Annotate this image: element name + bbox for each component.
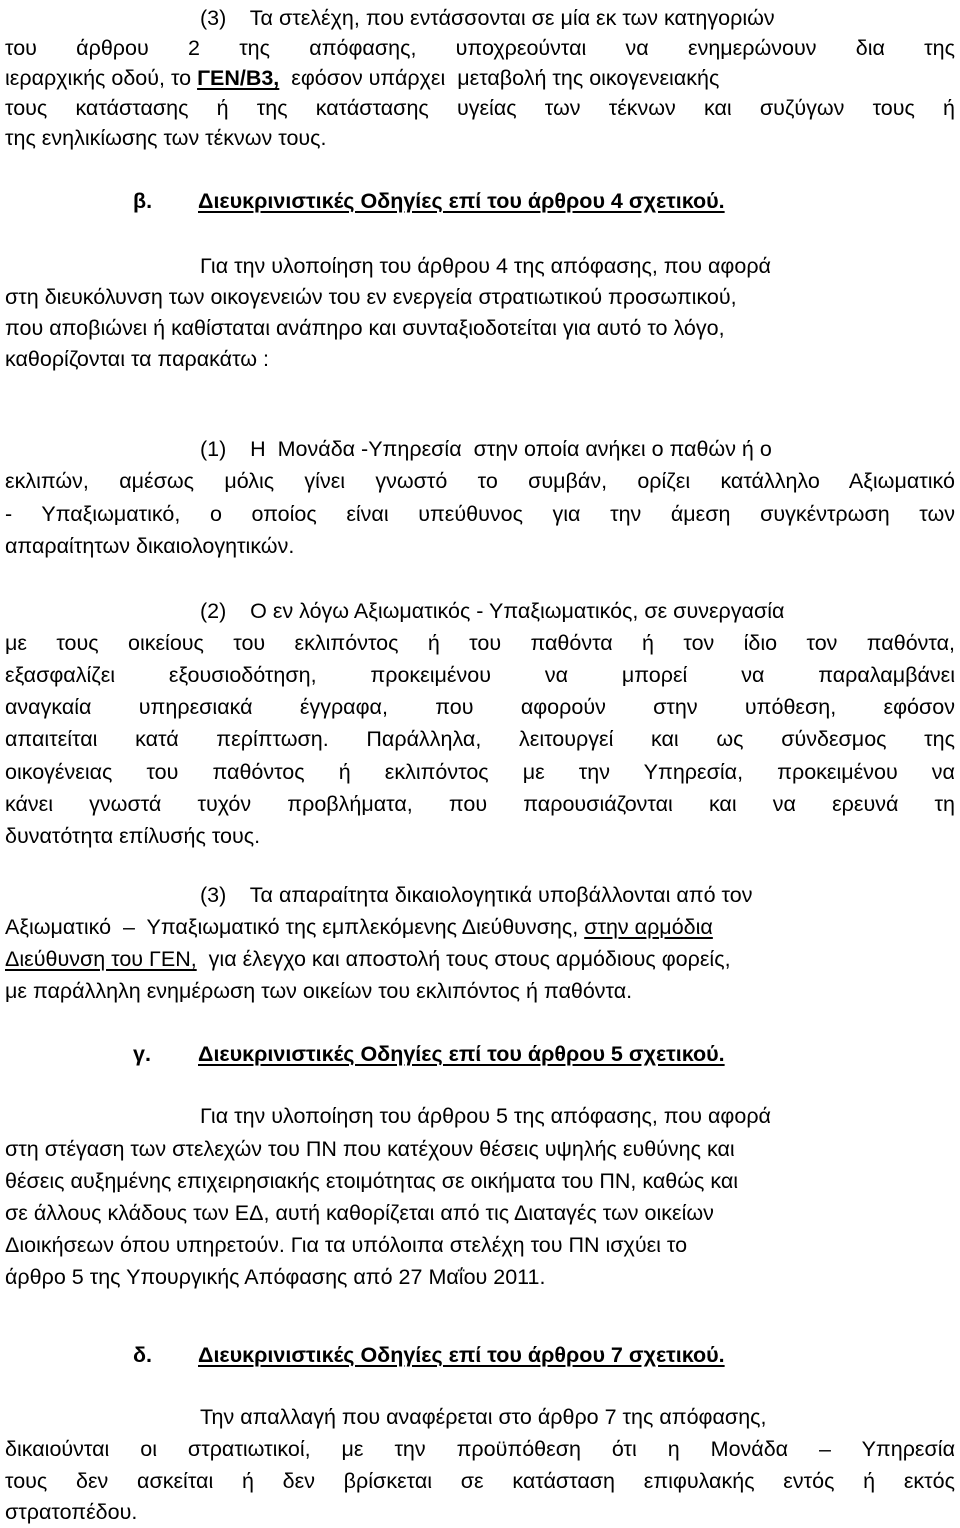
gen-directorate-reference-part-2: Διεύθυνση του ΓΕΝ, <box>5 947 197 971</box>
intro-line-4: τους κατάστασης ή της κατάστασης υγείας των τέκνων και συζύγων τους ή <box>5 96 955 120</box>
section-d-p1-line-4: στρατοπέδου. <box>5 1500 138 1524</box>
section-b-p1-line-2: στη διευκόλυνση των οικογενειών του εν ενεργεία στρατιωτικού προσωπικού, <box>5 285 737 309</box>
section-b-p1-line-3: που αποβιώνει ή καθίσταται ανάπηρο και συνταξιοδοτείται για αυτό το λόγο, <box>5 316 725 340</box>
intro-line-1: (3) Τα στελέχη, που εντάσσονται σε μία εκ των κατηγοριών <box>200 6 775 30</box>
item2-line-8: δυνατότητα επίλυσής τους. <box>5 824 261 848</box>
item3-line-2-text: Αξιωματικό – Υπαξιωματικό της εμπλεκόμενης Διεύθυνσης, <box>5 915 585 939</box>
section-d-letter: δ. <box>133 1343 153 1367</box>
item1-line-4: απαραίτητων δικαιολογητικών. <box>5 534 295 558</box>
gen-directorate-reference-part-1: στην αρμόδια <box>584 915 713 939</box>
intro-line-3-text-b: εφόσον υπάρχει μεταβολή της οικογενειακής <box>279 66 720 90</box>
section-c-p1-line-1: Για την υλοποίηση του άρθρου 5 της απόφασης, που αφορά <box>200 1104 771 1128</box>
item3-line-1: (3) Τα απαραίτητα δικαιολογητικά υποβάλλονται από τον <box>200 883 753 907</box>
section-c-title: Διευκρινιστικές Οδηγίες επί του άρθρου 5 σχετικού. <box>198 1042 725 1066</box>
item3-line-3 <box>5 944 955 974</box>
item1-line-2: εκλιπών, αμέσως μόλις γίνει γνωστό το συμβάν, ορίζει κατάλληλο Αξιωματικό <box>5 469 955 493</box>
item2-line-6: οικογένειας του παθόντος ή εκλιπόντος με την Υπηρεσία, προκειμένου να <box>5 760 955 784</box>
section-c-p1-line-2: στη στέγαση των στελεχών του ΠΝ που κατέχουν θέσεις υψηλής ευθύνης και <box>5 1137 735 1161</box>
section-c-p1-line-3: θέσεις αυξημένης επιχειρησιακής ετοιμότητας σε οικήματα του ΠΝ, καθώς και <box>5 1169 739 1193</box>
item2-line-3: εξασφαλίζει εξουσιοδότηση, προκειμένου να μπορεί να παραλαμβάνει <box>5 663 955 687</box>
intro-line-3 <box>5 63 955 93</box>
intro-line-3-text-a: ιεραρχικής οδού, το <box>5 66 198 90</box>
item2-line-5: απαιτείται κατά περίπτωση. Παράλληλα, λειτουργεί και ως σύνδεσμος της <box>5 727 955 751</box>
section-b-p1-line-1: Για την υλοποίηση του άρθρου 4 της απόφασης, που αφορά <box>200 254 771 278</box>
intro-line-2: του άρθρου 2 της απόφασης, υποχρεούνται να ενημερώνουν δια της <box>5 36 955 60</box>
section-c-p1-line-6: άρθρο 5 της Υπουργικής Απόφασης από 27 Μαΐου 2011. <box>5 1265 546 1289</box>
item2-line-1: (2) Ο εν λόγω Αξιωματικός - Υπαξιωματικός, σε συνεργασία <box>200 599 785 623</box>
gen-b3-reference: ΓΕΝ/Β3, <box>197 66 280 90</box>
section-b-p1-line-4: καθορίζονται τα παρακάτω : <box>5 347 270 371</box>
section-d-title: Διευκρινιστικές Οδηγίες επί του άρθρου 7 σχετικού. <box>198 1343 725 1367</box>
intro-line-5: της ενηλικίωσης των τέκνων τους. <box>5 126 327 150</box>
item3-line-4: με παράλληλη ενημέρωση των οικείων του εκλιπόντος ή παθόντα. <box>5 979 633 1003</box>
item3-line-3-text: για έλεγχο και αποστολή τους στους αρμόδιους φορείς, <box>196 947 731 971</box>
section-b-title: Διευκρινιστικές Οδηγίες επί του άρθρου 4 σχετικού. <box>198 189 725 213</box>
item1-line-1: (1) Η Μονάδα -Υπηρεσία στην οποία ανήκει ο παθών ή ο <box>200 437 772 461</box>
section-c-p1-line-5: Διοικήσεων όπου υπηρετούν. Για τα υπόλοιπα στελέχη του ΠΝ ισχύει το <box>5 1233 688 1257</box>
section-b-letter: β. <box>133 189 153 213</box>
item1-line-3: - Υπαξιωματικό, ο οποίος είναι υπεύθυνος για την άμεση συγκέντρωση των <box>5 502 955 526</box>
section-c-p1-line-4: σε άλλους κλάδους των ΕΔ, αυτή καθορίζεται από τις Διαταγές των οικείων <box>5 1201 714 1225</box>
section-d-p1-line-1: Την απαλλαγή που αναφέρεται στο άρθρο 7 της απόφασης, <box>200 1405 767 1429</box>
section-d-p1-line-3: τους δεν ασκείται ή δεν βρίσκεται σε κατάσταση επιφυλακής εντός ή εκτός <box>5 1469 955 1493</box>
item2-line-4: αναγκαία υπηρεσιακά έγγραφα, που αφορούν στην υπόθεση, εφόσον <box>5 695 955 719</box>
section-c-letter: γ. <box>133 1042 151 1066</box>
item2-line-2: με τους οικείους του εκλιπόντος ή του παθόντα ή τον ίδιο τον παθόντα, <box>5 631 955 655</box>
section-d-p1-line-2: δικαιούνται οι στρατιωτικοί, με την προϋπόθεση ότι η Μονάδα – Υπηρεσία <box>5 1437 955 1461</box>
item2-line-7: κάνει γνωστά τυχόν προβλήματα, που παρουσιάζονται και να ερευνά τη <box>5 792 955 816</box>
item3-line-2 <box>5 912 955 942</box>
